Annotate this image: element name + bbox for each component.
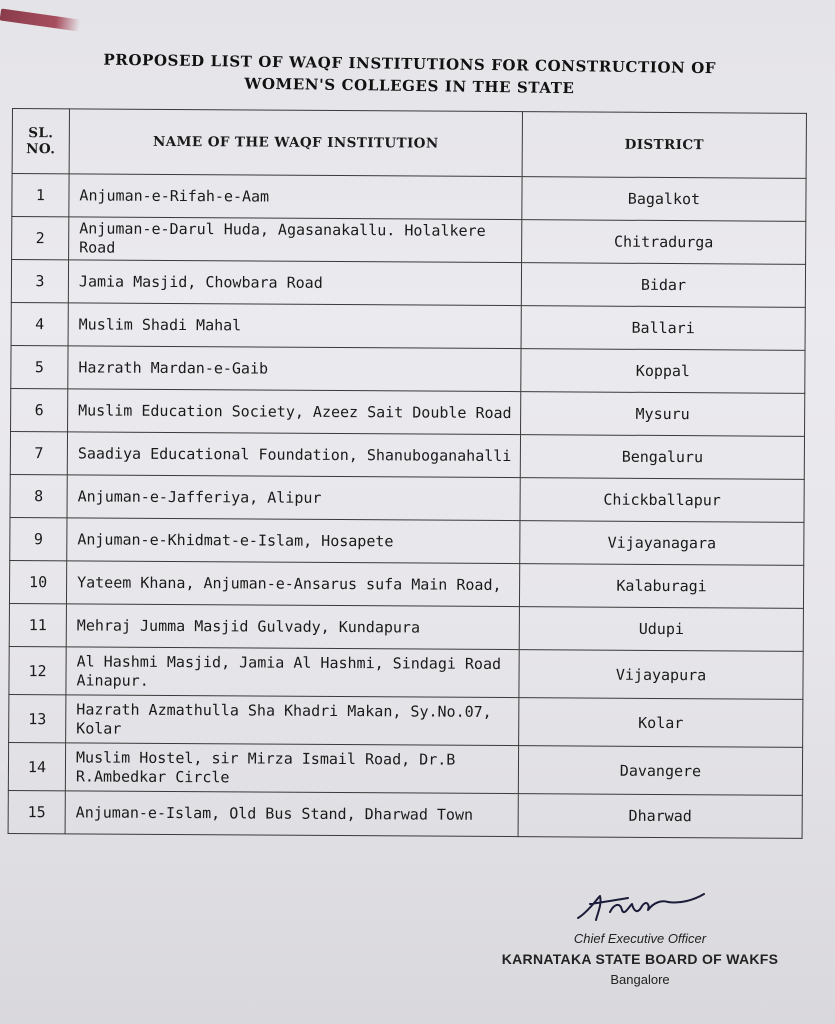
cell-sl-no: 14 (8, 742, 65, 790)
cell-district: Kalaburagi (519, 564, 803, 609)
signatory-organization: KARNATAKA STATE BOARD OF WAKFS (501, 951, 779, 967)
institutions-table (8, 108, 807, 839)
cell-institution-name (65, 791, 518, 837)
cell-institution-name (66, 647, 519, 698)
cell-sl-no: 11 (9, 603, 66, 646)
institution-name-line1: Al Hashmi Masjid, Jamia Al Hashmi, Sindagi Road (76, 651, 502, 673)
institution-name-line1: Muslim Shadi Mahal (78, 314, 242, 334)
institution-name-line1: Hazrath Mardan-e-Gaib (78, 357, 269, 378)
cell-sl-no: 7 (10, 431, 67, 474)
table-row (11, 388, 805, 436)
institution-name-line1: Anjuman-e-Darul Huda, Agasanakallu. Holalkere Road (79, 219, 486, 257)
cell-district: Kolar (519, 698, 803, 748)
signatory-role: Chief Executive Officer (573, 931, 707, 946)
title-line-1: PROPOSED LIST OF WAQF INSTITUTIONS FOR CONSTRUCTION OF (103, 50, 717, 78)
institution-name-line1: Mehraj Jumma Masjid Gulvady, Kundapura (76, 615, 421, 637)
institution-name-line1: Anjuman-e-Khidmat-e-Islam, Hosapete (77, 529, 394, 550)
institution-name-line1: Yateem Khana, Anjuman-e-Ansarus sufa Main Road, (77, 572, 502, 594)
institution-name-line1: Muslim Hostel, sir Mirza Ismail Road, Dr.B (75, 747, 456, 769)
cell-district: Dharwad (518, 794, 802, 839)
table-row (9, 694, 803, 747)
table-body (8, 174, 806, 839)
cell-institution-name (66, 695, 519, 746)
cell-sl-no: 6 (11, 388, 68, 431)
cell-sl-no: 5 (11, 345, 68, 388)
table-row (11, 345, 805, 393)
cell-institution-name (67, 475, 520, 521)
cell-district: Ballari (521, 306, 805, 351)
cell-institution-name (67, 432, 520, 478)
cell-district: Vijayapura (519, 650, 803, 700)
cell-district: Bidar (521, 263, 805, 308)
cell-institution-name (68, 389, 521, 435)
cell-institution-name (68, 346, 521, 392)
header-sl-line2: NO. (26, 141, 56, 158)
signatory-city: Bangalore (610, 972, 670, 987)
cell-district: Chickballapur (520, 478, 804, 523)
header-sl-no (12, 109, 69, 174)
cell-sl-no: 13 (9, 694, 66, 742)
title-line-2: WOMEN'S COLLEGES IN THE STATE (244, 74, 575, 98)
table-row (9, 560, 803, 608)
cell-sl-no: 4 (11, 302, 68, 345)
table-row (8, 790, 802, 838)
table-row (11, 260, 805, 308)
cell-district: Udupi (519, 607, 803, 652)
cell-institution-name (68, 303, 521, 349)
cell-sl-no: 3 (11, 260, 68, 303)
table-header-row (12, 109, 806, 179)
signature-block (490, 882, 790, 990)
cell-district: Mysuru (521, 392, 805, 437)
cell-sl-no: 9 (10, 517, 67, 560)
cell-district: Koppal (521, 349, 805, 394)
institution-name-line1: Muslim Education Society, Azeez Sait Double Road (78, 400, 512, 422)
cell-district: Davangere (518, 746, 802, 796)
table-row (12, 217, 806, 265)
header-institution-name: NAME OF THE WAQF INSTITUTION (69, 109, 522, 177)
header-sl-line1: SL. (28, 125, 54, 142)
cell-district: Chitradurga (522, 220, 806, 265)
cell-sl-no: 10 (9, 560, 66, 603)
cell-sl-no: 15 (8, 790, 65, 833)
cell-sl-no: 1 (12, 174, 69, 217)
table-row (8, 742, 802, 795)
cell-institution-name (68, 260, 521, 306)
table-row (10, 517, 804, 565)
table-row (9, 603, 803, 651)
header-district: DISTRICT (522, 112, 806, 179)
institution-name-line1: Anjuman-e-Jafferiya, Alipur (77, 486, 322, 507)
institution-name-line1: Jamia Masjid, Chowbara Road (78, 271, 323, 292)
cell-institution-name (69, 174, 522, 220)
cell-sl-no: 8 (10, 474, 67, 517)
table-row (9, 646, 803, 699)
cell-institution-name (66, 561, 519, 607)
institution-name-line2: Ainapur. (76, 670, 149, 690)
cell-institution-name (69, 217, 522, 263)
cell-institution-name (67, 518, 520, 564)
table-row (10, 474, 804, 522)
corner-stamp-mark (0, 8, 80, 31)
cell-district: Bagalkot (522, 177, 806, 222)
institution-name-line2: Kolar (76, 718, 122, 738)
institution-name-line1: Hazrath Azmathulla Sha Khadri Makan, Sy.No.07, (76, 699, 492, 721)
cell-district: Vijayanagara (520, 521, 804, 566)
cell-institution-name (66, 604, 519, 650)
table-row (12, 174, 806, 222)
institution-name-line1: Saadiya Educational Foundation, Shanuboganahalli (77, 443, 512, 465)
institution-name-line1: Anjuman-e-Islam, Old Bus Stand, Dharwad Town (75, 802, 474, 824)
institutions-table-container (8, 108, 807, 839)
table-row (11, 302, 805, 350)
cell-institution-name (65, 743, 518, 794)
document-title (59, 48, 760, 102)
handwritten-signature (570, 882, 710, 928)
table-row (10, 431, 804, 479)
institution-name-line2: R.Ambedkar Circle (75, 766, 230, 786)
cell-sl-no: 2 (12, 217, 69, 260)
cell-sl-no: 12 (9, 646, 66, 694)
institution-name-line1: Anjuman-e-Rifah-e-Aam (79, 185, 270, 206)
cell-district: Bengaluru (520, 435, 804, 480)
